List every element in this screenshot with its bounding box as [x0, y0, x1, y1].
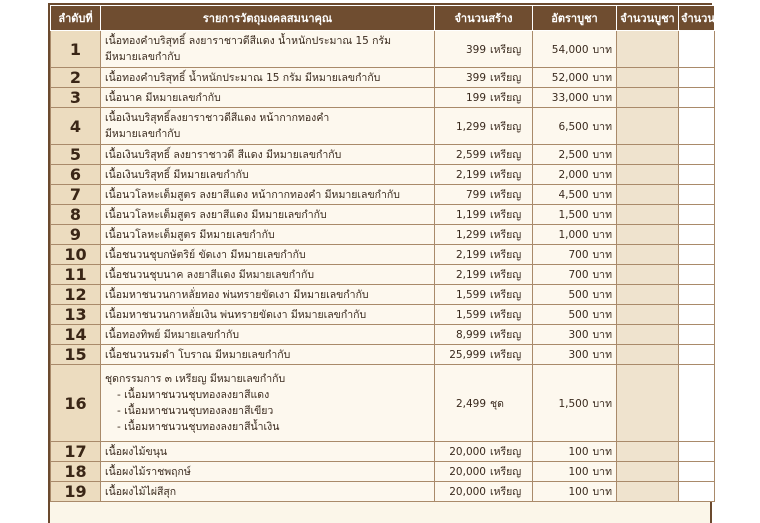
donation-rate-unit: บาท [592, 309, 612, 321]
donation-rate-cell [533, 68, 617, 88]
quantity-unit: เหรียญ [490, 349, 522, 361]
quantity-unit: เหรียญ [490, 72, 522, 84]
amount-input-cell[interactable] [679, 285, 715, 305]
amulet-price-table-sheet [48, 3, 732, 523]
item-name-line: มีหมายเลขกำกับ [105, 128, 181, 140]
donation-rate-cell [533, 462, 617, 482]
item-name-line: เนื้อนวโลหะเต็มสูตร ลงยาสีแดง มีหมายเลขกำกับ [105, 208, 327, 221]
quantity-cell [435, 305, 533, 325]
donation-count-input-cell[interactable] [617, 108, 679, 145]
donation-rate-cell [533, 185, 617, 205]
table-row [51, 285, 715, 305]
quantity-unit: เหรียญ [490, 120, 522, 133]
donation-rate-value: 4,500 [558, 189, 589, 201]
item-name-line: เนื้อนาค มีหมายเลขกำกับ [105, 91, 221, 104]
table-row [51, 205, 715, 225]
header-quantity-made: จำนวนสร้าง [435, 6, 533, 31]
donation-rate-cell [533, 165, 617, 185]
table-row [51, 145, 715, 165]
quantity-cell [435, 482, 533, 502]
table-row [51, 225, 715, 245]
quantity-value: 799 [465, 189, 486, 201]
donation-count-input-cell[interactable] [617, 265, 679, 285]
header-item-name: รายการวัตถุมงคลสมนาคุณ [101, 6, 435, 31]
donation-rate-cell [533, 325, 617, 345]
table-row [51, 68, 715, 88]
item-name-cell [101, 185, 435, 205]
header-donation-count: จำนวนบูชา [617, 6, 679, 31]
donation-count-input-cell[interactable] [617, 285, 679, 305]
quantity-cell [435, 325, 533, 345]
donation-rate-unit: บาท [592, 349, 612, 361]
quantity-value: 399 [465, 72, 486, 84]
item-name-cell [101, 462, 435, 482]
donation-count-input-cell[interactable] [617, 365, 679, 442]
quantity-unit: เหรียญ [490, 446, 522, 458]
item-name-line: เนื้อผงไม้ราชพฤกษ์ [105, 465, 191, 478]
donation-rate-value: 6,500 [558, 120, 589, 133]
row-number: 14 [51, 325, 101, 345]
quantity-unit: เหรียญ [490, 149, 522, 161]
item-name-cell [101, 365, 435, 442]
quantity-cell [435, 365, 533, 442]
amount-input-cell[interactable] [679, 305, 715, 325]
item-name-line: เนื้อทองคำบริสุทธิ์ ลงยาราชาวดีสีแดง น้ำหนักประมาณ 15 กรัม [105, 35, 392, 47]
quantity-value: 399 [465, 43, 486, 56]
table-row [51, 31, 715, 68]
table-header-row [51, 6, 715, 31]
item-name-line: - เนื้อมหาชนวนชุบทองลงยาสีน้ำเงิน [117, 421, 280, 433]
item-name-cell [101, 245, 435, 265]
donation-count-input-cell[interactable] [617, 145, 679, 165]
donation-rate-value: 300 [568, 329, 589, 341]
donation-rate-cell [533, 345, 617, 365]
amount-input-cell[interactable] [679, 31, 715, 68]
row-number: 18 [51, 462, 101, 482]
amount-input-cell[interactable] [679, 108, 715, 145]
row-number: 17 [51, 442, 101, 462]
row-number: 15 [51, 345, 101, 365]
quantity-value: 2,499 [455, 397, 486, 410]
amount-input-cell[interactable] [679, 225, 715, 245]
table-row [51, 442, 715, 462]
quantity-cell [435, 265, 533, 285]
quantity-unit: เหรียญ [490, 309, 522, 321]
item-name-line: เนื้อนวโลหะเต็มสูตร มีหมายเลขกำกับ [105, 228, 275, 241]
item-name-line: เนื้อทองทิพย์ มีหมายเลขกำกับ [105, 328, 240, 341]
quantity-cell [435, 245, 533, 265]
donation-rate-value: 700 [568, 269, 589, 281]
amount-input-cell[interactable] [679, 245, 715, 265]
donation-rate-value: 2,500 [558, 149, 589, 161]
row-number: 3 [51, 88, 101, 108]
donation-rate-cell [533, 245, 617, 265]
row-number: 10 [51, 245, 101, 265]
item-name-line: เนื้อเงินบริสุทธิ์ มีหมายเลขกำกับ [105, 168, 249, 181]
table-row [51, 345, 715, 365]
row-number: 11 [51, 265, 101, 285]
quantity-cell [435, 165, 533, 185]
item-name-line: เนื้อผงไม้ไผ่สีสุก [105, 485, 177, 498]
row-number: 13 [51, 305, 101, 325]
item-name-cell [101, 442, 435, 462]
donation-rate-cell [533, 145, 617, 165]
quantity-unit: เหรียญ [490, 269, 522, 281]
item-name-cell [101, 205, 435, 225]
quantity-cell [435, 442, 533, 462]
table-row [51, 165, 715, 185]
amount-input-cell[interactable] [679, 482, 715, 502]
donation-rate-unit: บาท [592, 209, 612, 221]
donation-rate-cell [533, 265, 617, 285]
donation-rate-value: 100 [568, 446, 589, 458]
quantity-unit: เหรียญ [490, 169, 522, 181]
table-row [51, 482, 715, 502]
quantity-unit: เหรียญ [490, 329, 522, 341]
donation-rate-value: 33,000 [551, 92, 589, 104]
donation-rate-unit: บาท [592, 486, 612, 498]
row-number: 19 [51, 482, 101, 502]
table-body [51, 31, 715, 502]
donation-rate-value: 100 [568, 466, 589, 478]
donation-rate-value: 500 [568, 289, 589, 301]
header-amount: จำนวนเงิน [679, 6, 715, 31]
donation-rate-cell [533, 88, 617, 108]
donation-rate-cell [533, 108, 617, 145]
amount-input-cell[interactable] [679, 88, 715, 108]
quantity-unit: เหรียญ [490, 249, 522, 261]
donation-count-input-cell[interactable] [617, 88, 679, 108]
quantity-value: 20,000 [449, 466, 486, 478]
item-name-cell [101, 68, 435, 88]
donation-rate-unit: บาท [592, 446, 612, 458]
quantity-cell [435, 108, 533, 145]
donation-count-input-cell[interactable] [617, 325, 679, 345]
donation-rate-cell [533, 442, 617, 462]
quantity-unit: เหรียญ [490, 92, 522, 104]
amount-input-cell[interactable] [679, 442, 715, 462]
donation-rate-unit: บาท [592, 229, 612, 241]
donation-count-input-cell[interactable] [617, 345, 679, 365]
donation-rate-value: 300 [568, 349, 589, 361]
row-number: 5 [51, 145, 101, 165]
item-name-cell [101, 31, 435, 68]
quantity-cell [435, 68, 533, 88]
item-name-line: เนื้อชนวนรมดำ โบราณ มีหมายเลขกำกับ [105, 348, 291, 361]
table-row [51, 245, 715, 265]
header-no: ลำดับที่ [51, 6, 101, 31]
donation-rate-value: 100 [568, 486, 589, 498]
donation-rate-cell [533, 225, 617, 245]
item-name-cell [101, 145, 435, 165]
quantity-unit: เหรียญ [490, 486, 522, 498]
table-row [51, 325, 715, 345]
quantity-cell [435, 185, 533, 205]
quantity-value: 20,000 [449, 446, 486, 458]
quantity-cell [435, 462, 533, 482]
amount-input-cell[interactable] [679, 205, 715, 225]
donation-count-input-cell[interactable] [617, 165, 679, 185]
quantity-value: 20,000 [449, 486, 486, 498]
amount-input-cell[interactable] [679, 345, 715, 365]
item-name-cell [101, 345, 435, 365]
quantity-unit: ชุด [490, 397, 504, 410]
table-row [51, 88, 715, 108]
donation-count-input-cell[interactable] [617, 442, 679, 462]
table-row [51, 462, 715, 482]
item-name-line: - เนื้อมหาชนวนชุบทองลงยาสีแดง [117, 389, 270, 401]
donation-rate-cell [533, 305, 617, 325]
row-number: 2 [51, 68, 101, 88]
quantity-cell [435, 88, 533, 108]
quantity-unit: เหรียญ [490, 466, 522, 478]
item-name-line: ชุดกรรมการ ๓ เหรียญ มีหมายเลขกำกับ [105, 373, 286, 385]
item-name-cell [101, 305, 435, 325]
amount-input-cell[interactable] [679, 462, 715, 482]
item-name-cell [101, 482, 435, 502]
item-name-line: เนื้อผงไม้ขนุน [105, 445, 168, 458]
item-name-line: มีหมายเลขกำกับ [105, 51, 181, 63]
donation-rate-value: 500 [568, 309, 589, 321]
item-name-cell [101, 265, 435, 285]
quantity-value: 199 [465, 92, 486, 104]
quantity-cell [435, 225, 533, 245]
amount-input-cell[interactable] [679, 185, 715, 205]
donation-rate-cell [533, 482, 617, 502]
item-name-cell [101, 108, 435, 145]
item-name-line: เนื้อเงินบริสุทธิ์ ลงยาราชาวดี สีแดง มีหมายเลขกำกับ [105, 148, 342, 161]
donation-count-input-cell[interactable] [617, 185, 679, 205]
amount-input-cell[interactable] [679, 325, 715, 345]
quantity-value: 1,199 [455, 209, 486, 221]
item-name-line: เนื้อเงินบริสุทธิ์ลงยาราชาวดีสีแดง หน้ากากทองคำ [105, 112, 330, 124]
quantity-unit: เหรียญ [490, 209, 522, 221]
item-name-line: เนื้อชนวนชุบนาค ลงยาสีแดง มีหมายเลขกำกับ [105, 268, 315, 281]
row-number: 12 [51, 285, 101, 305]
header-donation-rate: อัตราบูชา [533, 6, 617, 31]
donation-count-input-cell[interactable] [617, 245, 679, 265]
quantity-value: 2,599 [455, 149, 486, 161]
quantity-value: 2,199 [455, 169, 486, 181]
quantity-value: 1,599 [455, 309, 486, 321]
item-name-cell [101, 225, 435, 245]
donation-rate-unit: บาท [592, 249, 612, 261]
donation-rate-cell [533, 285, 617, 305]
donation-rate-unit: บาท [592, 329, 612, 341]
donation-rate-unit: บาท [592, 149, 612, 161]
row-number: 8 [51, 205, 101, 225]
donation-count-input-cell[interactable] [617, 205, 679, 225]
item-name-line: เนื้อนวโลหะเต็มสูตร ลงยาสีแดง หน้ากากทองคำ มีหมายเลขกำกับ [105, 188, 400, 201]
row-number: 16 [51, 365, 101, 442]
quantity-value: 1,599 [455, 289, 486, 301]
donation-rate-value: 700 [568, 249, 589, 261]
item-name-line: เนื้อทองคำบริสุทธิ์ น้ำหนักประมาณ 15 กรัม มีหมายเลขกำกับ [105, 71, 381, 84]
item-name-line: เนื้อมหาชนวนกาหลั่ยทอง พ่นทรายขัดเงา มีหมายเลขกำกับ [105, 288, 369, 301]
donation-count-input-cell[interactable] [617, 31, 679, 68]
item-name-cell [101, 88, 435, 108]
quantity-value: 25,999 [449, 349, 486, 361]
row-number: 1 [51, 31, 101, 68]
item-name-line: เนื้อมหาชนวนกาหลั่ยเงิน พ่นทรายขัดเงา มีหมายเลขกำกับ [105, 308, 367, 321]
quantity-cell [435, 31, 533, 68]
amulet-price-table [50, 5, 732, 502]
amount-input-cell[interactable] [679, 265, 715, 285]
quantity-cell [435, 285, 533, 305]
quantity-unit: เหรียญ [490, 289, 522, 301]
item-name-cell [101, 325, 435, 345]
quantity-unit: เหรียญ [490, 43, 522, 56]
amount-input-cell[interactable] [679, 365, 715, 442]
donation-rate-value: 2,000 [558, 169, 589, 181]
donation-rate-unit: บาท [592, 43, 612, 56]
table-row [51, 265, 715, 285]
row-number: 4 [51, 108, 101, 145]
item-name-line: - เนื้อมหาชนวนชุบทองลงยาสีเขียว [117, 405, 274, 417]
donation-rate-cell [533, 31, 617, 68]
quantity-cell [435, 145, 533, 165]
donation-rate-unit: บาท [592, 169, 612, 181]
donation-count-input-cell[interactable] [617, 68, 679, 88]
row-number: 7 [51, 185, 101, 205]
item-name-cell [101, 285, 435, 305]
donation-rate-cell [533, 365, 617, 442]
row-number: 6 [51, 165, 101, 185]
quantity-cell [435, 345, 533, 365]
donation-rate-unit: บาท [592, 466, 612, 478]
donation-count-input-cell[interactable] [617, 225, 679, 245]
amount-input-cell[interactable] [679, 68, 715, 88]
quantity-unit: เหรียญ [490, 229, 522, 241]
row-number: 9 [51, 225, 101, 245]
quantity-value: 2,199 [455, 269, 486, 281]
donation-count-input-cell[interactable] [617, 482, 679, 502]
donation-rate-unit: บาท [592, 92, 612, 104]
donation-rate-unit: บาท [592, 189, 612, 201]
donation-rate-value: 1,500 [558, 209, 589, 221]
quantity-value: 2,199 [455, 249, 486, 261]
quantity-value: 1,299 [455, 120, 486, 133]
item-name-line: เนื้อชนวนชุบกษัตริย์ ขัดเงา มีหมายเลขกำกับ [105, 248, 306, 261]
table-row [51, 365, 715, 442]
table-row [51, 305, 715, 325]
donation-rate-value: 1,000 [558, 229, 589, 241]
quantity-unit: เหรียญ [490, 189, 522, 201]
donation-rate-unit: บาท [592, 289, 612, 301]
donation-rate-unit: บาท [592, 397, 612, 410]
table-row [51, 185, 715, 205]
donation-count-input-cell[interactable] [617, 305, 679, 325]
donation-count-input-cell[interactable] [617, 462, 679, 482]
donation-rate-unit: บาท [592, 72, 612, 84]
table-row [51, 108, 715, 145]
quantity-value: 1,299 [455, 229, 486, 241]
item-name-cell [101, 165, 435, 185]
donation-rate-unit: บาท [592, 120, 612, 133]
amount-input-cell[interactable] [679, 165, 715, 185]
amount-input-cell[interactable] [679, 145, 715, 165]
quantity-value: 8,999 [455, 329, 486, 341]
quantity-cell [435, 205, 533, 225]
donation-rate-value: 52,000 [551, 72, 589, 84]
donation-rate-value: 1,500 [558, 397, 589, 410]
donation-rate-cell [533, 205, 617, 225]
donation-rate-unit: บาท [592, 269, 612, 281]
donation-rate-value: 54,000 [551, 43, 589, 56]
